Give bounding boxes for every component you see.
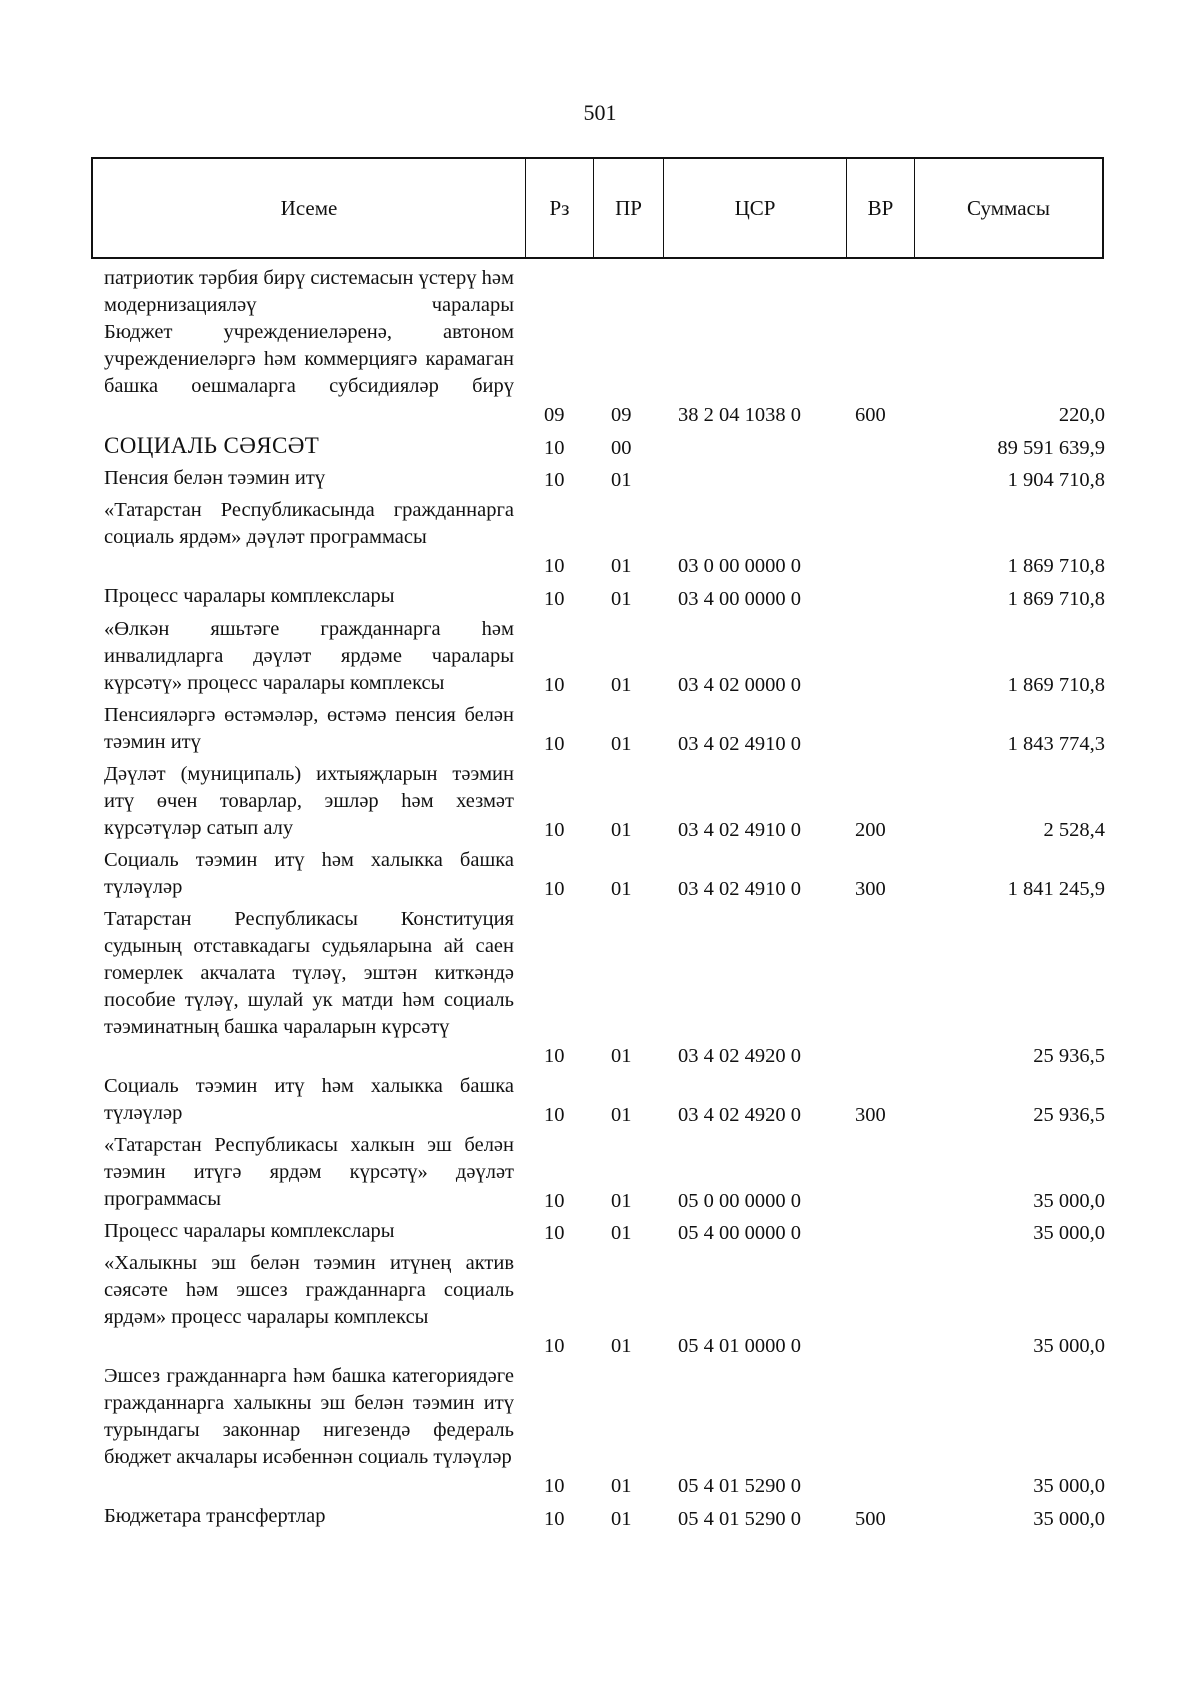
table-row [0,497,1200,583]
row-pr: 01 [611,1045,632,1067]
row-csr: 05 4 01 5290 0 [678,1475,801,1497]
table-row [0,1503,1200,1536]
row-csr: 05 0 00 0000 0 [678,1190,801,1212]
header-rz: Рз [525,159,593,257]
row-rz: 10 [544,555,565,577]
table-row [0,1073,1200,1132]
row-name: Бюджетара трансфертлар [104,1505,326,1527]
row-name: Татарстан Республикасы Конституция судының отставкадагы судьяларына ай саен гомерлек акчалата түләү, эштән киткәндә пособие түләү, шулай ук матди һәм социаль тәэминатның башка чараларын күрсәтү [104,908,514,1038]
row-vr: 300 [855,1104,886,1126]
table-row [0,265,1200,319]
row-rz: 10 [544,819,565,841]
row-rz: 10 [544,469,565,491]
row-name: Дәүләт (муниципаль) ихтыяҗларын тәэмин итү өчен товарлар, эшләр һәм хезмәт күрсәтүләр сатып алу [104,763,514,839]
row-vr: 600 [855,404,886,426]
row-csr: 03 4 02 4910 0 [678,878,801,900]
row-sum: 89 591 639,9 [997,437,1105,459]
row-rz: 10 [544,733,565,755]
header-name: Исеме [280,195,338,220]
row-name: Процесс чаралары комплекслары [104,1220,395,1242]
table-row [0,1218,1200,1250]
row-pr: 01 [611,1222,632,1244]
row-pr: 01 [611,555,632,577]
row-pr: 01 [611,674,632,696]
row-sum: 2 528,4 [1043,819,1105,841]
row-vr: 300 [855,878,886,900]
table-row [0,761,1200,847]
table-row [0,616,1200,702]
row-rz: 10 [544,1508,565,1530]
table-row [0,1250,1200,1363]
row-csr: 03 4 02 4910 0 [678,819,801,841]
row-csr: 03 4 02 4920 0 [678,1045,801,1067]
row-pr: 01 [611,878,632,900]
row-name: Бюджет учреждениеләренә, автоном учреждениеләргә һәм коммерциягә карамаган башка оешмаларга субсидияләр бирү [104,321,514,397]
row-name: Социаль тәэмин итү һәм халыкка башка түләүләр [104,1075,514,1124]
row-sum: 1 869 710,8 [1007,588,1105,610]
row-pr: 01 [611,588,632,610]
row-csr: 05 4 01 5290 0 [678,1508,801,1530]
header-vr: ВР [846,159,914,257]
table-row [0,432,1200,465]
row-csr: 38 2 04 1038 0 [678,404,801,426]
row-csr: 05 4 00 0000 0 [678,1222,801,1244]
row-name: «Өлкән яшьтәге гражданнарга һәм инвалидларга дәүләт ярдәме чаралары күрсәтү» процесс чаралары комплексы [104,618,514,694]
row-sum: 1 869 710,8 [1007,674,1105,696]
table-row [0,1132,1200,1218]
header-pr: ПР [593,159,663,257]
row-pr: 01 [611,733,632,755]
row-rz: 10 [544,1222,565,1244]
row-csr: 03 4 00 0000 0 [678,588,801,610]
row-rz: 10 [544,588,565,610]
row-csr: 05 4 01 0000 0 [678,1335,801,1357]
table-row [0,583,1200,616]
row-name: СОЦИАЛЬ СӘЯСӘТ [104,433,320,458]
row-rz: 10 [544,1104,565,1126]
row-vr: 200 [855,819,886,841]
row-rz: 10 [544,437,565,459]
table-body [0,265,1200,1536]
row-pr: 00 [611,437,632,459]
row-name: патриотик тәрбия бирү системасын үстерү һәм модернизацияләү чаралары [104,267,514,316]
row-name: «Татарстан Республикасы халкын эш белән тәэмин итүгә ярдәм күрсәтү» дәүләт программасы [104,1134,514,1210]
row-sum: 1 869 710,8 [1007,555,1105,577]
row-rz: 10 [544,1190,565,1212]
row-rz: 10 [544,1475,565,1497]
page-number: 501 [583,100,617,125]
row-sum: 220,0 [1058,404,1105,426]
row-rz: 10 [544,1335,565,1357]
row-name: «Халыкны эш белән тәэмин итүнең актив сәясәте һәм эшсез гражданнарга социаль ярдәм» процесс чаралары комплексы [104,1252,514,1328]
row-name: Пенсияләргә өстәмәләр, өстәмә пенсия белән тәэмин итү [104,704,514,753]
row-rz: 09 [544,404,565,426]
table-row [0,1363,1200,1503]
table-row [0,847,1200,906]
row-name: Социаль тәэмин итү һәм халыкка башка түләүләр [104,849,514,898]
row-sum: 1 841 245,9 [1007,878,1105,900]
table-header [91,157,1104,259]
row-pr: 01 [611,1104,632,1126]
row-name: «Татарстан Республикасында гражданнарга социаль ярдәм» дәүләт программасы [104,499,514,548]
table-row [0,319,1200,432]
row-vr: 500 [855,1508,886,1530]
row-pr: 01 [611,1508,632,1530]
row-pr: 01 [611,1335,632,1357]
row-csr: 03 4 02 4910 0 [678,733,801,755]
row-sum: 35 000,0 [1033,1335,1105,1357]
row-sum: 35 000,0 [1033,1222,1105,1244]
row-sum: 35 000,0 [1033,1508,1105,1530]
table-row [0,906,1200,1073]
row-name: Пенсия белән тәэмин итү [104,467,326,489]
row-sum: 25 936,5 [1033,1104,1105,1126]
row-csr: 03 4 02 4920 0 [678,1104,801,1126]
header-csr: ЦСР [663,159,846,257]
row-name: Процесс чаралары комплекслары [104,585,395,607]
row-rz: 10 [544,1045,565,1067]
row-sum: 1 904 710,8 [1007,469,1105,491]
row-pr: 01 [611,469,632,491]
row-csr: 03 4 02 0000 0 [678,674,801,696]
row-pr: 09 [611,404,632,426]
table-row [0,465,1200,497]
row-pr: 01 [611,1475,632,1497]
row-pr: 01 [611,819,632,841]
row-csr: 03 0 00 0000 0 [678,555,801,577]
row-rz: 10 [544,878,565,900]
row-sum: 1 843 774,3 [1007,733,1105,755]
row-sum: 35 000,0 [1033,1475,1105,1497]
row-sum: 25 936,5 [1033,1045,1105,1067]
header-sum: Суммасы [914,159,1102,257]
row-sum: 35 000,0 [1033,1190,1105,1212]
row-name: Эшсез гражданнарга һәм башка категориядәге гражданнарга халыкны эш белән тәэмин итү турындагы законнар нигезендә федераль бюджет акчалары исәбеннән социаль түләүләр [104,1365,514,1468]
row-rz: 10 [544,674,565,696]
row-pr: 01 [611,1190,632,1212]
table-row [0,702,1200,761]
